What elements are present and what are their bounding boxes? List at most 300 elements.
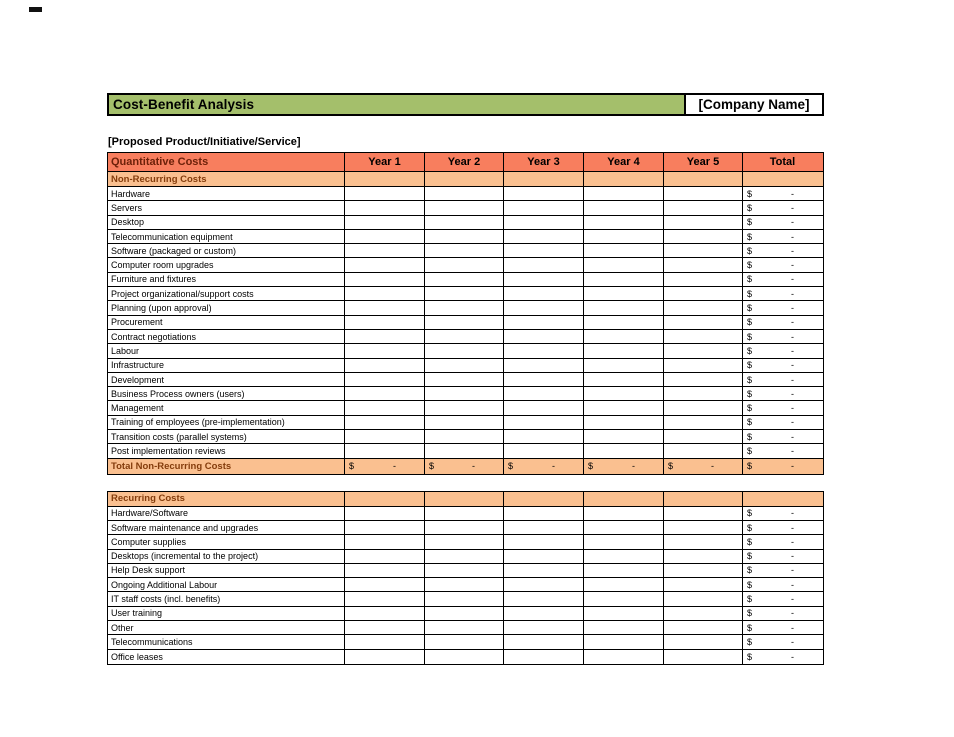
currency-symbol: $ (747, 461, 753, 472)
table-row (108, 344, 823, 358)
currency-symbol: $ (747, 551, 753, 562)
year-value-cell (584, 592, 664, 605)
amount-cell (743, 592, 822, 605)
row-label: Computer supplies (108, 535, 345, 548)
row-label: Servers (108, 201, 345, 214)
empty-amount: - (472, 461, 475, 472)
empty-cell (664, 172, 743, 186)
year-value-cell (584, 330, 664, 343)
year-value-cell (345, 401, 425, 414)
row-label: Computer room upgrades (108, 258, 345, 271)
currency-symbol: $ (747, 445, 753, 456)
row-label: Other (108, 621, 345, 634)
year-value-cell (345, 187, 425, 200)
currency-symbol: $ (747, 579, 753, 590)
amount-cell (743, 535, 822, 548)
row-label: Contract negotiations (108, 330, 345, 343)
amount-cell (743, 564, 822, 577)
year-value-cell (664, 550, 743, 563)
currency-symbol: $ (747, 188, 753, 199)
year-value-cell (664, 416, 743, 429)
currency-symbol: $ (588, 461, 594, 472)
year-value-cell (504, 387, 584, 400)
row-label: Telecommunication equipment (108, 230, 345, 243)
amount-cell (345, 459, 425, 474)
year-value-cell (425, 401, 504, 414)
year-value-cell (584, 621, 664, 634)
year-value-cell (504, 592, 584, 605)
year-value-cell (504, 359, 584, 372)
table-row (108, 521, 823, 535)
year-value-cell (345, 359, 425, 372)
year-value-cell (664, 216, 743, 229)
year-value-cell (425, 507, 504, 520)
header-year-3: Year 3 (504, 153, 584, 171)
empty-cell (504, 492, 584, 506)
table-row (108, 216, 823, 230)
year-value-cell (504, 201, 584, 214)
empty-amount: - (791, 374, 794, 385)
empty-amount: - (791, 461, 794, 472)
year-value-cell (345, 244, 425, 257)
year-value-cell (664, 273, 743, 286)
row-label: Office leases (108, 650, 345, 664)
empty-amount: - (791, 331, 794, 342)
year-value-cell (584, 287, 664, 300)
currency-symbol: $ (747, 317, 753, 328)
header-year-4: Year 4 (584, 153, 664, 171)
row-label: Business Process owners (users) (108, 387, 345, 400)
currency-symbol: $ (747, 565, 753, 576)
year-value-cell (664, 521, 743, 534)
section-header-row (108, 492, 823, 507)
year-value-cell (345, 316, 425, 329)
currency-symbol: $ (747, 651, 753, 662)
title-bar (107, 93, 824, 116)
currency-symbol: $ (747, 288, 753, 299)
year-value-cell (345, 201, 425, 214)
empty-cell (584, 172, 664, 186)
section-header-row (108, 172, 823, 187)
row-label: Desktop (108, 216, 345, 229)
recurring-costs-table (107, 491, 824, 665)
year-value-cell (664, 621, 743, 634)
table-row (108, 258, 823, 272)
section-title: Non-Recurring Costs (108, 172, 345, 186)
currency-symbol: $ (747, 217, 753, 228)
year-value-cell (664, 592, 743, 605)
amount-cell (743, 344, 822, 357)
non-recurring-costs-table (107, 152, 824, 475)
empty-cell (345, 172, 425, 186)
amount-cell (743, 201, 822, 214)
amount-cell (743, 216, 822, 229)
year-value-cell (584, 273, 664, 286)
year-value-cell (345, 330, 425, 343)
currency-symbol: $ (747, 536, 753, 547)
year-value-cell (345, 344, 425, 357)
page-title: Cost-Benefit Analysis (113, 97, 255, 112)
year-value-cell (664, 535, 743, 548)
year-value-cell (504, 373, 584, 386)
empty-amount: - (791, 565, 794, 576)
row-label: Planning (upon approval) (108, 301, 345, 314)
empty-amount: - (791, 608, 794, 619)
row-label: Hardware (108, 187, 345, 200)
empty-cell (743, 492, 822, 506)
row-label: Transition costs (parallel systems) (108, 430, 345, 443)
year-value-cell (345, 635, 425, 648)
year-value-cell (584, 578, 664, 591)
year-value-cell (584, 564, 664, 577)
section-title: Recurring Costs (108, 492, 345, 506)
currency-symbol: $ (508, 461, 514, 472)
year-value-cell (584, 230, 664, 243)
year-value-cell (425, 316, 504, 329)
table-row (108, 430, 823, 444)
currency-symbol: $ (747, 388, 753, 399)
proposed-product-subtitle: [Proposed Product/Initiative/Service] (108, 136, 301, 148)
currency-symbol: $ (747, 374, 753, 385)
year-value-cell (345, 416, 425, 429)
year-value-cell (664, 201, 743, 214)
year-value-cell (504, 287, 584, 300)
year-value-cell (504, 607, 584, 620)
currency-symbol: $ (747, 594, 753, 605)
empty-cell (425, 492, 504, 506)
currency-symbol: $ (747, 245, 753, 256)
year-value-cell (345, 430, 425, 443)
table-row (108, 444, 823, 458)
currency-symbol: $ (747, 231, 753, 242)
currency-symbol: $ (747, 303, 753, 314)
currency-symbol: $ (668, 461, 674, 472)
year-value-cell (345, 621, 425, 634)
empty-amount: - (791, 274, 794, 285)
year-value-cell (664, 258, 743, 271)
year-value-cell (664, 444, 743, 457)
year-value-cell (504, 344, 584, 357)
row-label: Management (108, 401, 345, 414)
table-row (108, 273, 823, 287)
year-value-cell (664, 401, 743, 414)
year-value-cell (584, 535, 664, 548)
empty-amount: - (711, 461, 714, 472)
currency-symbol: $ (747, 202, 753, 213)
row-label: Project organizational/support costs (108, 287, 345, 300)
empty-amount: - (791, 431, 794, 442)
year-value-cell (584, 635, 664, 648)
year-value-cell (425, 578, 504, 591)
amount-cell (743, 230, 822, 243)
amount-cell (743, 416, 822, 429)
year-value-cell (425, 330, 504, 343)
amount-cell (743, 401, 822, 414)
year-value-cell (504, 216, 584, 229)
empty-amount: - (791, 445, 794, 456)
empty-amount: - (791, 188, 794, 199)
header-quantitative-costs: Quantitative Costs (108, 153, 345, 171)
table-row (108, 507, 823, 521)
year-value-cell (664, 507, 743, 520)
row-label: Software (packaged or custom) (108, 244, 345, 257)
year-value-cell (664, 344, 743, 357)
table-row (108, 359, 823, 373)
year-value-cell (345, 550, 425, 563)
amount-cell (664, 459, 743, 474)
empty-amount: - (791, 260, 794, 271)
table-row (108, 650, 823, 664)
year-value-cell (425, 430, 504, 443)
year-value-cell (425, 187, 504, 200)
cost-benefit-analysis-sheet (107, 93, 824, 665)
empty-amount: - (791, 522, 794, 533)
row-label: Development (108, 373, 345, 386)
year-value-cell (345, 592, 425, 605)
amount-cell (743, 430, 822, 443)
year-value-cell (584, 387, 664, 400)
year-value-cell (584, 521, 664, 534)
year-value-cell (425, 635, 504, 648)
currency-symbol: $ (747, 431, 753, 442)
table-header-row (108, 153, 823, 172)
year-value-cell (664, 607, 743, 620)
year-value-cell (425, 521, 504, 534)
table-row (108, 301, 823, 315)
amount-cell (743, 507, 822, 520)
amount-cell (504, 459, 584, 474)
currency-symbol: $ (747, 260, 753, 271)
row-label: Telecommunications (108, 635, 345, 648)
year-value-cell (425, 359, 504, 372)
empty-amount: - (791, 202, 794, 213)
amount-cell (743, 359, 822, 372)
year-value-cell (584, 301, 664, 314)
total-row (108, 459, 823, 474)
year-value-cell (504, 635, 584, 648)
currency-symbol: $ (747, 522, 753, 533)
year-value-cell (584, 187, 664, 200)
year-value-cell (584, 430, 664, 443)
year-value-cell (504, 444, 584, 457)
total-row-label: Total Non-Recurring Costs (108, 459, 345, 474)
currency-symbol: $ (747, 360, 753, 371)
year-value-cell (425, 244, 504, 257)
year-value-cell (664, 330, 743, 343)
year-value-cell (425, 344, 504, 357)
amount-cell (743, 244, 822, 257)
amount-cell (743, 521, 822, 534)
table-row (108, 373, 823, 387)
row-label: Help Desk support (108, 564, 345, 577)
empty-amount: - (791, 651, 794, 662)
year-value-cell (584, 359, 664, 372)
year-value-cell (345, 564, 425, 577)
empty-amount: - (791, 303, 794, 314)
empty-cell (664, 492, 743, 506)
table-row (108, 607, 823, 621)
table-row (108, 416, 823, 430)
year-value-cell (504, 416, 584, 429)
table-row (108, 187, 823, 201)
year-value-cell (425, 444, 504, 457)
row-label: User training (108, 607, 345, 620)
header-year-2: Year 2 (425, 153, 504, 171)
page-corner-artifact (29, 7, 42, 12)
table-row (108, 230, 823, 244)
year-value-cell (345, 607, 425, 620)
year-value-cell (425, 621, 504, 634)
year-value-cell (425, 287, 504, 300)
year-value-cell (425, 201, 504, 214)
year-value-cell (345, 578, 425, 591)
empty-amount: - (791, 245, 794, 256)
amount-cell (743, 301, 822, 314)
empty-cell (743, 172, 822, 186)
currency-symbol: $ (747, 403, 753, 414)
empty-amount: - (791, 579, 794, 590)
empty-amount: - (791, 231, 794, 242)
currency-symbol: $ (747, 622, 753, 633)
table-row (108, 287, 823, 301)
table-row (108, 330, 823, 344)
year-value-cell (345, 387, 425, 400)
year-value-cell (664, 359, 743, 372)
row-label: Training of employees (pre-implementation) (108, 416, 345, 429)
year-value-cell (504, 258, 584, 271)
amount-cell (743, 316, 822, 329)
year-value-cell (664, 301, 743, 314)
year-value-cell (584, 550, 664, 563)
year-value-cell (504, 187, 584, 200)
empty-amount: - (791, 594, 794, 605)
year-value-cell (345, 373, 425, 386)
empty-amount: - (552, 461, 555, 472)
year-value-cell (664, 287, 743, 300)
amount-cell (743, 287, 822, 300)
amount-cell (743, 373, 822, 386)
row-label: Desktops (incremental to the project) (108, 550, 345, 563)
currency-symbol: $ (747, 608, 753, 619)
amount-cell (743, 578, 822, 591)
year-value-cell (425, 258, 504, 271)
amount-cell (584, 459, 664, 474)
empty-amount: - (791, 551, 794, 562)
year-value-cell (504, 316, 584, 329)
year-value-cell (504, 578, 584, 591)
year-value-cell (664, 578, 743, 591)
year-value-cell (584, 650, 664, 664)
year-value-cell (425, 230, 504, 243)
amount-cell (743, 621, 822, 634)
empty-cell (504, 172, 584, 186)
year-value-cell (345, 521, 425, 534)
year-value-cell (425, 607, 504, 620)
header-total: Total (769, 156, 796, 168)
empty-amount: - (632, 461, 635, 472)
amount-cell (743, 459, 822, 474)
year-value-cell (664, 316, 743, 329)
year-value-cell (345, 230, 425, 243)
empty-amount: - (791, 217, 794, 228)
currency-symbol: $ (747, 331, 753, 342)
empty-cell (584, 492, 664, 506)
table-row (108, 621, 823, 635)
year-value-cell (345, 650, 425, 664)
year-value-cell (504, 301, 584, 314)
table-row (108, 316, 823, 330)
amount-cell (743, 258, 822, 271)
row-label: Ongoing Additional Labour (108, 578, 345, 591)
year-value-cell (504, 430, 584, 443)
year-value-cell (584, 373, 664, 386)
empty-amount: - (791, 317, 794, 328)
year-value-cell (584, 507, 664, 520)
year-value-cell (345, 535, 425, 548)
amount-cell (743, 444, 822, 457)
year-value-cell (345, 258, 425, 271)
amount-cell (743, 550, 822, 563)
empty-amount: - (791, 417, 794, 428)
amount-cell (743, 607, 822, 620)
row-label: Procurement (108, 316, 345, 329)
year-value-cell (425, 416, 504, 429)
year-value-cell (425, 592, 504, 605)
table-row (108, 564, 823, 578)
year-value-cell (425, 550, 504, 563)
year-value-cell (664, 387, 743, 400)
year-value-cell (504, 535, 584, 548)
year-value-cell (345, 444, 425, 457)
year-value-cell (345, 287, 425, 300)
year-value-cell (664, 650, 743, 664)
year-value-cell (664, 244, 743, 257)
row-label: Post implementation reviews (108, 444, 345, 457)
row-label: Infrastructure (108, 359, 345, 372)
amount-cell (425, 459, 504, 474)
year-value-cell (584, 258, 664, 271)
year-value-cell (584, 401, 664, 414)
year-value-cell (425, 650, 504, 664)
empty-amount: - (791, 388, 794, 399)
currency-symbol: $ (747, 508, 753, 519)
year-value-cell (584, 201, 664, 214)
year-value-cell (584, 216, 664, 229)
empty-amount: - (393, 461, 396, 472)
amount-cell (743, 273, 822, 286)
row-label: IT staff costs (incl. benefits) (108, 592, 345, 605)
currency-symbol: $ (747, 636, 753, 647)
empty-amount: - (791, 622, 794, 633)
amount-cell (743, 635, 822, 648)
year-value-cell (664, 230, 743, 243)
currency-symbol: $ (349, 461, 355, 472)
empty-amount: - (791, 345, 794, 356)
year-value-cell (584, 244, 664, 257)
year-value-cell (664, 430, 743, 443)
table-row (108, 201, 823, 215)
year-value-cell (425, 387, 504, 400)
empty-amount: - (791, 403, 794, 414)
year-value-cell (504, 507, 584, 520)
empty-amount: - (791, 508, 794, 519)
row-label: Furniture and fixtures (108, 273, 345, 286)
year-value-cell (504, 401, 584, 414)
table-row (108, 635, 823, 649)
year-value-cell (425, 273, 504, 286)
year-value-cell (504, 244, 584, 257)
row-label: Software maintenance and upgrades (108, 521, 345, 534)
